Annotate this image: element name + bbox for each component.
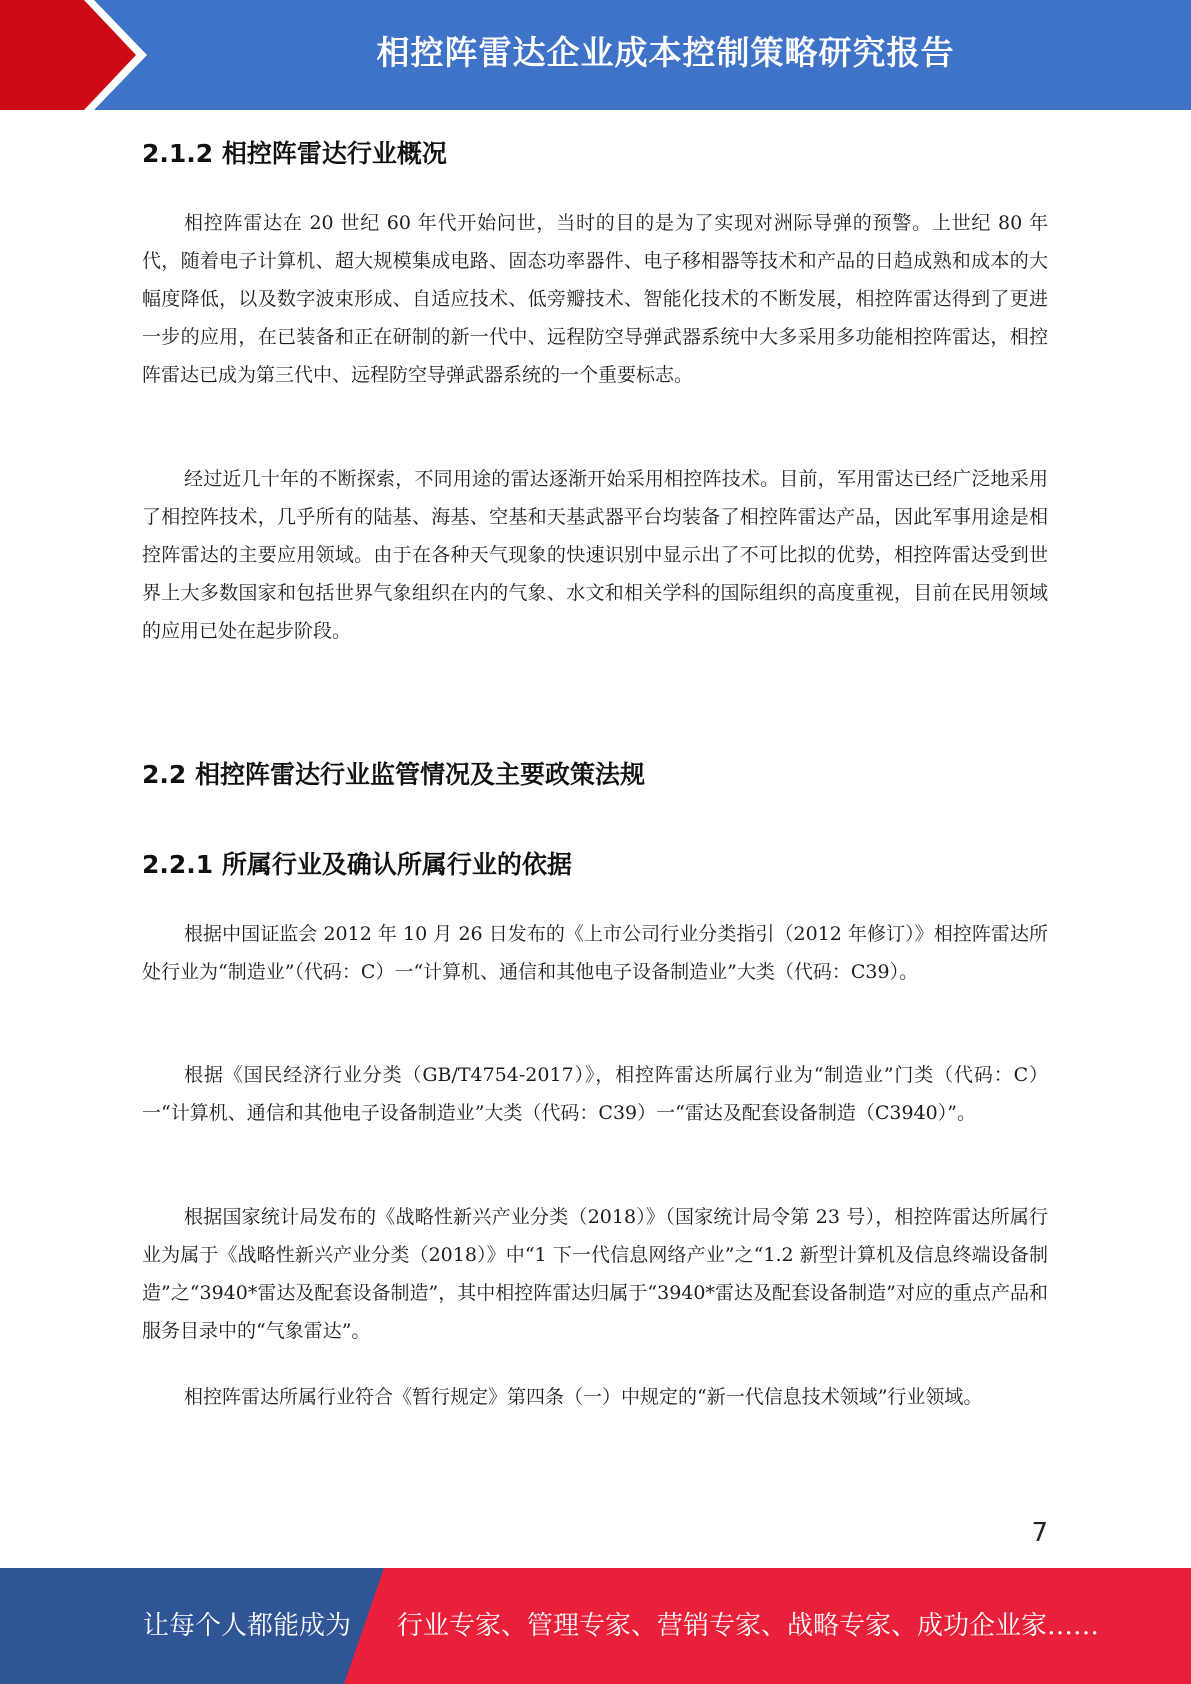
paragraph: 经过近几十年的不断探索，不同用途的雷达逐渐开始采用相控阵技术。目前，军用雷达已经广泛地采用了相控阵技术，几乎所有的陆基、海基、空基和天基武器平台均装备了相控阵雷达产品，因此军事用途是相控阵雷达的主要应用领域。由于在各种天气现象的快速识别中显示出了不可比拟的优势，相控阵雷达受到世界上大多数国家和包括世界气象组织在内的气象、水文和相关学科的国际组织的高度重视，目前在民用领域的应用已处在起步阶段。	[142, 468, 1048, 642]
red-chevron-icon	[0, 0, 160, 110]
report-title: 相控阵雷达企业成本控制策略研究报告	[376, 33, 955, 72]
footer-slogan-right: 行业专家、管理专家、营销专家、战略专家、成功企业家……	[397, 1611, 1100, 1641]
footer-banner	[0, 1568, 1191, 1684]
paragraph: 根据《国民经济行业分类（GB/T4754-2017）》，相控阵雷达所属行业为“制造业”门类（代码：C）一“计算机、通信和其他电子设备制造业”大类（代码：C39）一“雷达及配套设备制造（C3940）”。	[142, 1064, 1048, 1124]
footer-slogan-left: 让每个人都能成为	[143, 1611, 352, 1641]
page-number: 7	[1031, 1518, 1048, 1548]
header-banner	[0, 0, 1191, 110]
paragraph: 根据中国证监会 2012 年 10 月 26 日发布的《上市公司行业分类指引（2012 年修订）》相控阵雷达所处行业为“制造业”（代码：C）一“计算机、通信和其他电子设备制造业”大类（代码：C39）。	[142, 923, 1048, 983]
section-heading-2-2-1: 2.2.1 所属行业及确认所属行业的依据	[142, 850, 572, 879]
paragraph: 相控阵雷达在 20 世纪 60 年代开始问世，当时的目的是为了实现对洲际导弹的预警。上世纪 80 年代，随着电子计算机、超大规模集成电路、固态功率器件、电子移相器等技术和产品的日趋成熟和成本的大幅度降低，以及数字波束形成、自适应技术、低旁瓣技术、智能化技术的不断发展，相控阵雷达得到了更进一步的应用，在已装备和正在研制的新一代中、远程防空导弹武器系统中大多采用多功能相控阵雷达，相控阵雷达已成为第三代中、远程防空导弹武器系统的一个重要标志。	[142, 212, 1048, 386]
section-heading-2-1-2: 2.1.2 相控阵雷达行业概况	[142, 139, 447, 168]
section-heading-2-2: 2.2 相控阵雷达行业监管情况及主要政策法规	[142, 760, 645, 789]
paragraph: 相控阵雷达所属行业符合《暂行规定》第四条（一）中规定的“新一代信息技术领域”行业领域。	[184, 1386, 983, 1408]
paragraph: 根据国家统计局发布的《战略性新兴产业分类（2018）》（国家统计局令第 23 号），相控阵雷达所属行业为属于《战略性新兴产业分类（2018）》中“1 下一代信息网络产业”之“1.2 新型计算机及信息终端设备制造”之“3940*雷达及配套设备制造”，其中相控阵雷达归属于“3940*雷达及配套设备制造”对应的重点产品和服务目录中的“气象雷达”。	[142, 1206, 1048, 1342]
